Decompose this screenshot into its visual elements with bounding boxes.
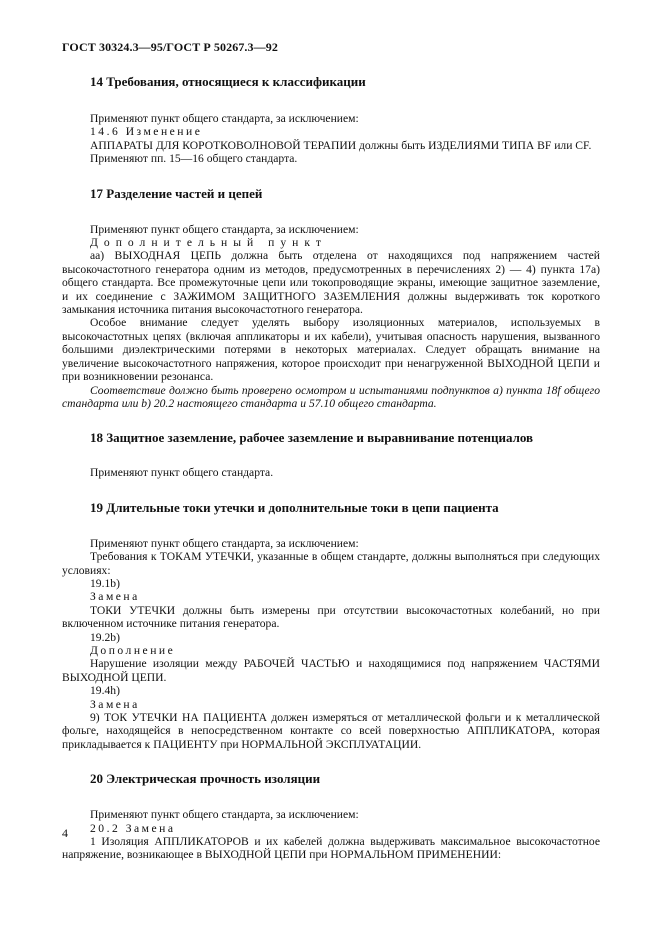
- s14-para-2: 14.6 Изменение: [90, 125, 203, 139]
- s19-para-8: Нарушение изоляции между РАБОЧЕЙ ЧАСТЬЮ и находящимися под напряжением ЧАСТЯМИ ВЫХОДНОЙ ЦЕПИ.: [62, 657, 600, 684]
- s20-para-3: 1 Изоляция АППЛИКАТОРОВ и их кабелей должна выдерживать максимальное высокочастотное напряжение, возникающее в ВЫХОДНОЙ ЦЕПИ при НОРМАЛЬНОМ ПРИМЕНЕНИИ:: [62, 835, 600, 862]
- s14-para-3: АППАРАТЫ ДЛЯ КОРОТКОВОЛНОВОЙ ТЕРАПИИ должны быть ИЗДЕЛИЯМИ ТИПА BF или CF.: [90, 138, 592, 152]
- section-20-title: 20 Электрическая прочность изоляции: [90, 771, 321, 787]
- s17-para-1: Применяют пункт общего стандарта, за исключением:: [90, 222, 359, 236]
- section-19-title: 19 Длительные токи утечки и дополнительные токи в цепи пациента: [90, 499, 499, 515]
- s17-para-4: Особое внимание следует уделять выбору изоляционных материалов, используемых в высокочастотных цепях (включая аппликаторы и их кабели), учитывая опасность нарушения, вызванного большими диэлектрическими потерями в некоторых материалах. Следует обращать внимание на увеличение высокочастотного напряжения, которое происходит при ненагруженной ВЫХОДНОЙ ЦЕПИ и при возникновении резонанса.: [62, 316, 600, 384]
- s14-para-4: Применяют пп. 15—16 общего стандарта.: [90, 152, 298, 166]
- s17-para-5: Соответствие должно быть проверено осмотром и испытаниями подпунктов a) пункта 18f общего стандарта или b) 20.2 настоящего стандарта и 57.10 общего стандарта.: [62, 383, 600, 410]
- section-17-title: 17 Разделение частей и цепей: [90, 185, 263, 201]
- s17-para-2: Дополнительный пункт: [90, 236, 327, 250]
- s19-para-4: Замена: [90, 590, 140, 604]
- s19-para-3: 19.1b): [90, 576, 120, 590]
- s18-para-1: Применяют пункт общего стандарта.: [90, 466, 274, 480]
- running-header: ГОСТ 30324.3—95/ГОСТ Р 50267.3—92: [62, 40, 278, 54]
- s19-para-2: Требования к ТОКАМ УТЕЧКИ, указанные в общем стандарте, должны выполняться при следующих условиях:: [62, 550, 600, 577]
- section-18-title: 18 Защитное заземление, рабочее заземление и выравнивание потенциалов: [90, 430, 534, 446]
- s20-para-2: 20.2 Замена: [90, 821, 176, 835]
- s17-para-3: аа) ВЫХОДНАЯ ЦЕПЬ должна быть отделена от находящихся под напряжением частей высокочастотного генератора одним из методов, предусмотренных в перечислениях 2) — 4) пункта 17а) общего стандарта. Все промежуточные цепи или токопроводящие экраны, имеющие защитное заземление, и их соединение с ЗАЖИМОМ ЗАЩИТНОГО ЗАЗЕМЛЕНИЯ должны выдерживать ток короткого замыкания источника питания высокочастотного генератора.: [62, 249, 600, 317]
- s19-para-11: 9) ТОК УТЕЧКИ НА ПАЦИЕНТА должен измеряться от металлической фольги и к металлической фольге, находящейся в непосредственном контакте со всей поверхностью АППЛИКАТОРА, которая прикладывается к ПАЦИЕНТУ при НОРМАЛЬНОЙ ЭКСПЛУАТАЦИИ.: [62, 711, 600, 751]
- s19-para-1: Применяют пункт общего стандарта, за исключением:: [90, 536, 359, 550]
- s19-para-9: 19.4h): [90, 684, 120, 698]
- s19-para-6: 19.2b): [90, 630, 120, 644]
- s20-para-1: Применяют пункт общего стандарта, за исключением:: [90, 808, 359, 822]
- s19-para-7: Дополнение: [90, 643, 176, 657]
- s19-para-5: ТОКИ УТЕЧКИ должны быть измерены при отсутствии высокочастотных колебаний, но при включенном источнике питания генератора.: [62, 603, 600, 631]
- s14-para-1: Применяют пункт общего стандарта, за исключением:: [90, 112, 359, 125]
- s19-para-10: Замена: [90, 697, 140, 711]
- page-number: 4: [62, 826, 68, 840]
- document-body: [62, 68, 600, 862]
- section-14-title: 14 Требования, относящиеся к классификации: [90, 74, 366, 89]
